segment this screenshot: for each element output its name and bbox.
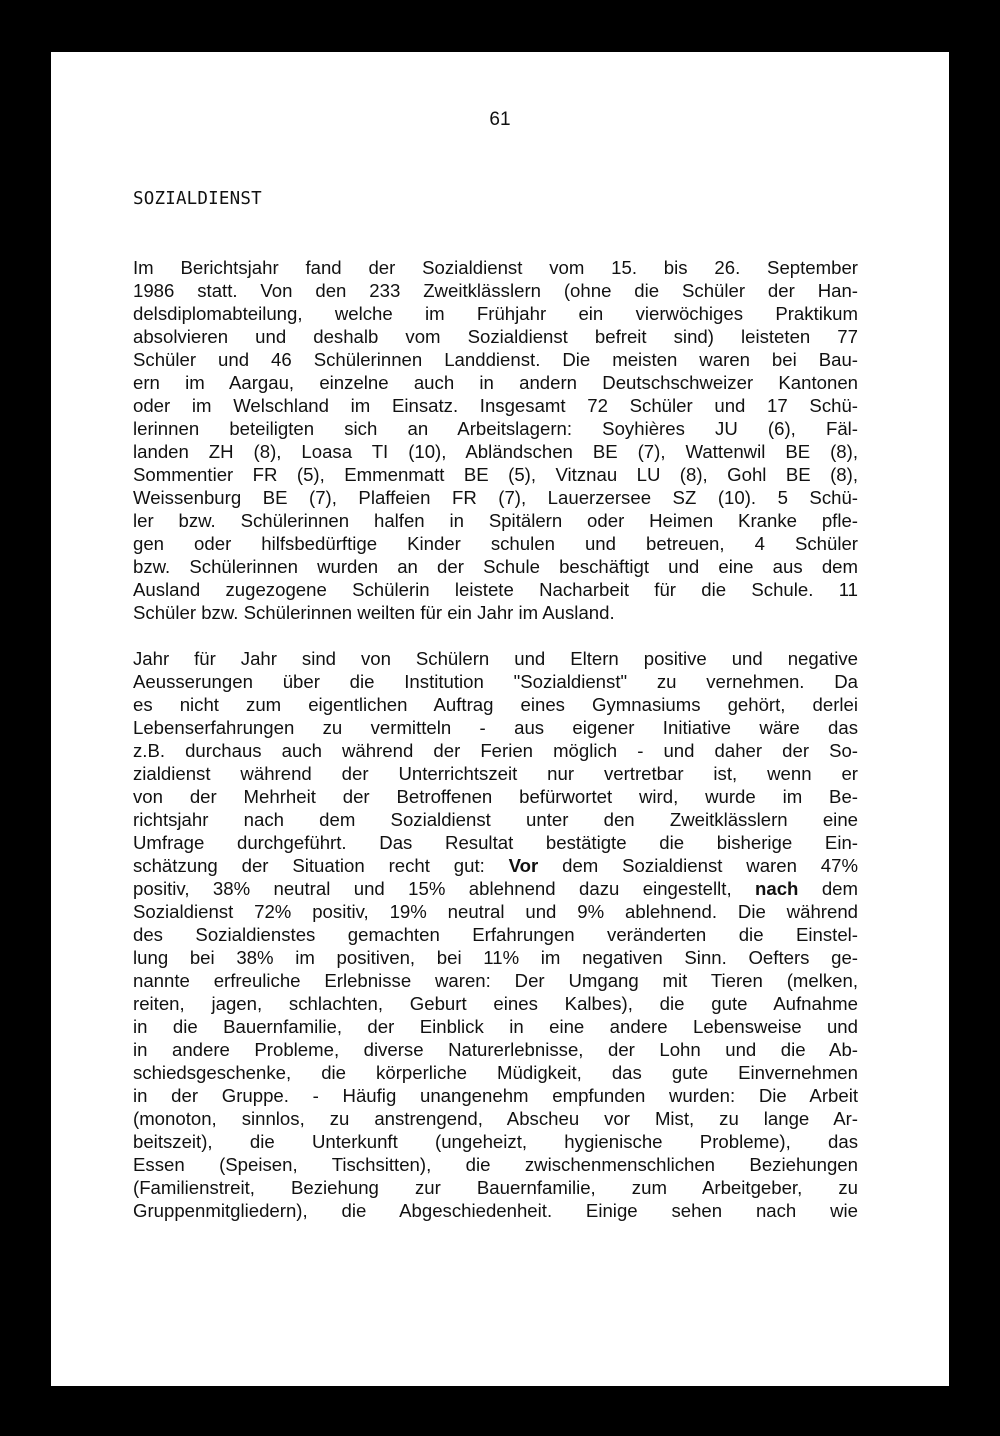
line-text: dem <box>798 878 858 899</box>
text-line: Lebenserfahrungen zu vermitteln - aus eigener Initiative wäre das <box>133 717 858 738</box>
text-line: Aeusserungen über die Institution "Sozialdienst" zu vernehmen. Da <box>133 671 858 692</box>
line-text: schätzung der Situation recht gut: <box>133 855 509 876</box>
page-number: 61 <box>489 109 511 130</box>
text-line: richtsjahr nach dem Sozialdienst unter den Zweitklässlern eine <box>133 809 858 830</box>
text-line: (Familienstreit, Beziehung zur Bauernfamilie, zum Arbeitgeber, zu <box>133 1177 858 1198</box>
text-line: Gruppenmitgliedern), die Abgeschiedenheit. Einige sehen nach wie <box>133 1200 858 1221</box>
text-line: absolvieren und deshalb vom Sozialdienst befreit sind) leisteten 77 <box>133 326 858 347</box>
text-line: es nicht zum eigentlichen Auftrag eines Gymnasiums gehört, derlei <box>133 694 858 715</box>
text-line: nannte erfreuliche Erlebnisse waren: Der Umgang mit Tieren (melken, <box>133 970 858 991</box>
text-line: Schüler und 46 Schülerinnen Landdienst. Die meisten waren bei Bau- <box>133 349 858 370</box>
line-text: dem Sozialdienst waren 47% <box>538 855 858 876</box>
text-line: delsdiplomabteilung, welche im Frühjahr ein vierwöchiges Praktikum <box>133 303 858 324</box>
text-line: 1986 statt. Von den 233 Zweitklässlern (ohne die Schüler der Han- <box>133 280 858 301</box>
text-line: Sommentier FR (5), Emmenmatt BE (5), Vitznau LU (8), Gohl BE (8), <box>133 464 858 485</box>
text-line: z.B. durchaus auch während der Ferien möglich - und daher der So- <box>133 740 858 761</box>
text-line: Im Berichtsjahr fand der Sozialdienst vom 15. bis 26. September <box>133 257 858 278</box>
text-line: in andere Probleme, diverse Naturerlebnisse, der Lohn und die Ab- <box>133 1039 858 1060</box>
paragraph-1 <box>133 256 858 624</box>
emphasis-nach: nach <box>755 878 799 899</box>
text-line: gen oder hilfsbedürftige Kinder schulen und betreuen, 4 Schüler <box>133 533 858 554</box>
text-line: bzw. Schülerinnen wurden an der Schule beschäftigt und eine aus dem <box>133 556 858 577</box>
text-line: (monoton, sinnlos, zu anstrengend, Abscheu vor Mist, zu lange Ar- <box>133 1108 858 1129</box>
text-line: ern im Aargau, einzelne auch in andern Deutschschweizer Kantonen <box>133 372 858 393</box>
text-line: Essen (Speisen, Tischsitten), die zwischenmenschlichen Beziehungen <box>133 1154 858 1175</box>
text-line: landen ZH (8), Loasa TI (10), Abländschen BE (7), Wattenwil BE (8), <box>133 441 858 462</box>
paragraph-2 <box>133 647 858 1222</box>
text-line: beitszeit), die Unterkunft (ungeheizt, hygienische Probleme), das <box>133 1131 858 1152</box>
body-text <box>133 256 858 1222</box>
section-heading: SOZIALDIENST <box>133 189 262 209</box>
emphasis-vor: Vor <box>508 855 539 876</box>
text-line-vor <box>133 854 858 877</box>
text-line: reiten, jagen, schlachten, Geburt eines Kalbes), die gute Aufnahme <box>133 993 858 1014</box>
text-line: lung bei 38% im positiven, bei 11% im negativen Sinn. Oefters ge- <box>133 947 858 968</box>
text-line: Weissenburg BE (7), Plaffeien FR (7), Lauerzersee SZ (10). 5 Schü- <box>133 487 858 508</box>
text-line: Umfrage durchgeführt. Das Resultat bestätigte die bisherige Ein- <box>133 832 858 853</box>
text-line: von der Mehrheit der Betroffenen befürwortet wird, wurde im Be- <box>133 786 858 807</box>
text-line: in der Gruppe. - Häufig unangenehm empfunden wurden: Die Arbeit <box>133 1085 858 1106</box>
text-line: ler bzw. Schülerinnen halfen in Spitälern oder Heimen Kranke pfle- <box>133 510 858 531</box>
text-line: in die Bauernfamilie, der Einblick in eine andere Lebensweise und <box>133 1016 858 1037</box>
text-line: zialdienst während der Unterrichtszeit nur vertretbar ist, wenn er <box>133 763 858 784</box>
line-text: positiv, 38% neutral und 15% ablehnend dazu eingestellt, <box>133 878 756 899</box>
text-line: Schüler bzw. Schülerinnen weilten für ein Jahr im Ausland. <box>133 602 615 623</box>
text-line-nach <box>133 877 858 900</box>
text-line: Ausland zugezogene Schülerin leistete Nacharbeit für die Schule. 11 <box>133 579 858 600</box>
text-line: lerinnen beteiligten sich an Arbeitslagern: Soyhières JU (6), Fäl- <box>133 418 858 439</box>
text-line: Sozialdienst 72% positiv, 19% neutral und 9% ablehnend. Die während <box>133 901 858 922</box>
document-page <box>51 52 949 1386</box>
text-line: des Sozialdienstes gemachten Erfahrungen veränderten die Einstel- <box>133 924 858 945</box>
text-line: Jahr für Jahr sind von Schülern und Eltern positive und negative <box>133 648 858 669</box>
text-line: schiedsgeschenke, die körperliche Müdigkeit, das gute Einvernehmen <box>133 1062 858 1083</box>
text-line: oder im Welschland im Einsatz. Insgesamt 72 Schüler und 17 Schü- <box>133 395 858 416</box>
